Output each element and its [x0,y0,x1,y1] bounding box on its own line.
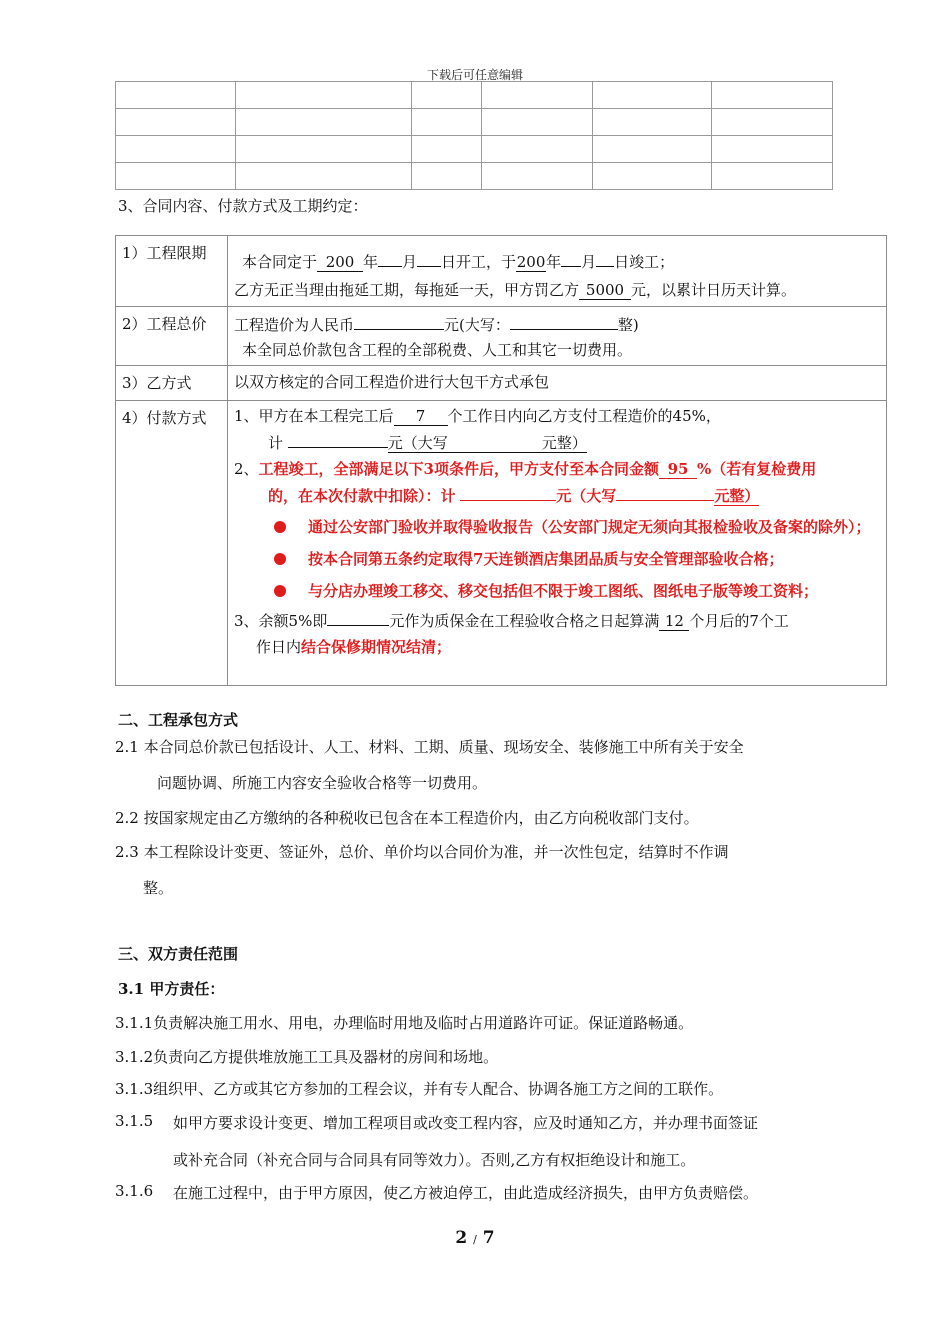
page-separator: / [473,1233,477,1246]
end-month-blank [561,248,581,267]
page-header-note: 下载后可任意编辑 [426,68,523,82]
schedule-label: 1）工程限期 [116,236,228,306]
bullet-icon [274,521,286,533]
payment-row: 4）付款方式 1、甲方在本工程完工后 7 个工作日内向乙方支付工程造价的45%， 计 元（大写 元整） 2、工程竣工，全部满足以下3项条件后，甲方支付至本合同金额 95 %（若有复检费用 的，在本次付款中扣除）：计 元（大写 元整） 通过公安部门验收并取得验收报告（公安部门规定无须向其报检验收及备案的除外）； 按本合同第五条约定取得7天连锁酒店集团品质与安全管理部验收合格； 与分店办理竣工移交、移交包括但不限于竣工图纸、图纸电子版等竣工资料； 3、余额5%即 元作为质保金在工程验收合格之日起算满 12 个月后的7个工 作日内结合保修期情况结清； [116,400,886,685]
clause-3-1-1: 3.1.1负责解决施工用水、用电，办理临时用地及临时占用道路许可证。保证道路畅通。 [115,1014,694,1032]
condition-item: 通过公安部门验收并取得验收报告（公安部门规定无须向其报检验收及备案的除外）； [234,511,880,543]
condition-item: 按本合同第五条约定取得7天连锁酒店集团品质与安全管理部验收合格； [234,543,880,575]
condition-item: 与分店办理竣工移交、移交包括但不限于竣工图纸、图纸电子版等竣工资料； [234,575,880,607]
penalty-amount: 5000 [579,281,631,300]
clause-2-1-cont: 问题协调、所施工内容安全验收合格等一切费用。 [157,774,488,792]
price-figure-blank [354,311,444,330]
empty-table [115,81,833,190]
section-3-title: 3、合同内容、付款方式及工期约定： [118,197,368,215]
clause-3-1-2: 3.1.2负责向乙方提供堆放施工工具及器材的房间和场地。 [115,1048,499,1066]
contract-table [115,235,887,686]
end-day-blank [596,248,614,267]
clause-2-3-cont: 整。 [143,879,174,897]
total-pages: 7 [482,1228,495,1248]
price-words-blank [510,311,618,330]
method-row: 3）乙方式 以双方核定的合同工程造价进行大包干方式承包 [116,365,886,400]
item2-words-blank [616,482,714,501]
payment-percent: 95 [659,460,697,479]
clause-3-1-5-cont: 或补充合同（补充合同与合同具有同等效力）。否则,乙方有权拒绝设计和施工。 [173,1151,696,1169]
start-month-blank [378,248,402,267]
table-row [116,163,833,190]
method-label: 3）乙方式 [116,366,228,400]
party-a-heading: 3.1 甲方责任： [118,980,225,998]
total-price-row: 2）工程总价 工程造价为人民币 元(大写： 整) 本全同总价款包含工程的全部税费、人工和其它一切费用。 [116,306,886,365]
clause-3-1-6: 在施工过程中，由于甲方原因，使乙方被迫停工，由此造成经济损失，由甲方负责赔偿。 [173,1184,759,1202]
table-row [116,82,833,109]
payment-label: 4）付款方式 [116,401,228,685]
item1-figure-blank [288,429,388,448]
retention-blank [327,607,389,626]
clause-3-1-6-number: 3.1.6 [115,1182,154,1200]
start-year: 200 [317,253,363,272]
retention-months: 12 [659,612,689,631]
bullet-icon [274,553,286,565]
schedule-row: 1）工程限期 本合同定于 200 年 月 日开工，于200年 月 日竣工； 乙方无正当理由拖延工期，每拖延一天，甲方罚乙方 5000 元，以累计日历天计算。 [116,236,886,306]
current-page: 2 [455,1228,468,1248]
table-row [116,109,833,136]
item2-figure-blank [460,482,556,501]
total-price-label: 2）工程总价 [116,307,228,365]
page-number [0,1228,950,1248]
end-year: 200 [516,253,546,271]
clause-2-2: 2.2 按国家规定由乙方缴纳的各种税收已包含在本工程造价内，由乙方向税收部门支付。 [115,809,699,827]
payment-days: 7 [394,407,448,426]
clause-3-1-5: 如甲方要求设计变更、增加工程项目或改变工程内容，应及时通知乙方，并办理书面签证 [173,1114,759,1132]
section-2-title: 二、工程承包方式 [118,711,239,729]
clause-2-1: 2.1 本合同总价款已包括设计、人工、材料、工期、质量、现场安全、装修施工中所有关于安全 [115,738,744,756]
clause-2-3: 2.3 本工程除设计变更、签证外，总价、单价均以合同价为准，并一次性包定，结算时不作调 [115,843,729,861]
table-row [116,136,833,163]
start-day-blank [417,248,441,267]
bullet-icon [274,585,286,597]
clause-3-1-3: 3.1.3组织甲、乙方或其它方参加的工程会议，并有专人配合、协调各施工方之间的工联作。 [115,1080,724,1098]
section-3-heading: 三、双方责任范围 [118,945,239,963]
clause-3-1-5-number: 3.1.5 [115,1112,154,1130]
